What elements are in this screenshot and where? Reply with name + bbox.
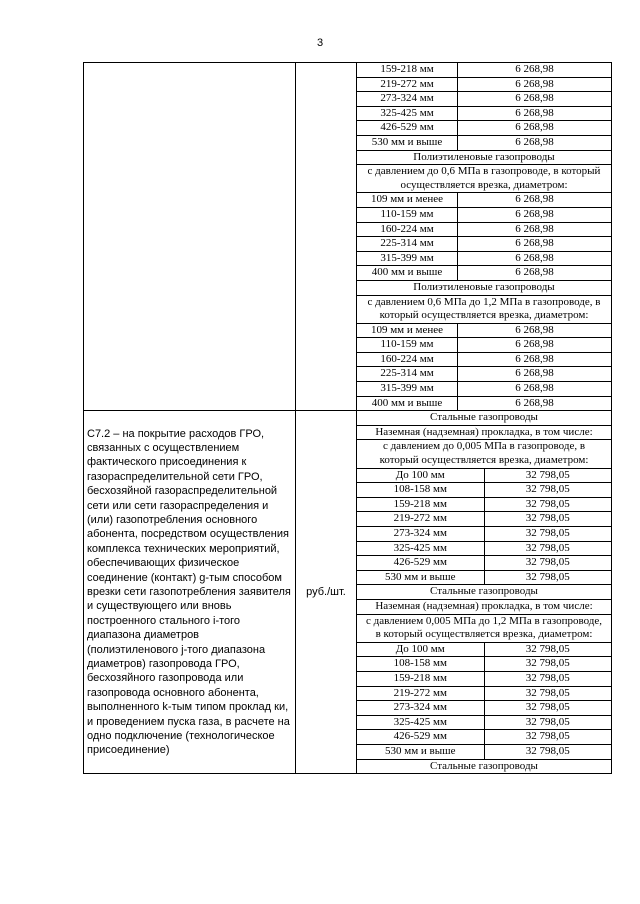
section-header: Наземная (надземная) прокладка, в том числе: — [357, 599, 611, 614]
rate-row — [357, 367, 611, 382]
rate-value: 6 268,98 — [458, 77, 612, 92]
diameter-range: 325-425 мм — [357, 715, 484, 730]
table-row-continued — [84, 63, 612, 411]
section-header-row — [357, 614, 611, 642]
rate-value: 6 268,98 — [458, 251, 612, 266]
rate-row — [357, 63, 611, 77]
rate-value: 6 268,98 — [458, 352, 612, 367]
diameter-range: 225-314 мм — [357, 237, 458, 252]
rate-value: 32 798,05 — [484, 570, 611, 585]
diameter-range: 400 мм и выше — [357, 266, 458, 281]
diameter-range: 109 мм и менее — [357, 323, 458, 338]
rate-value: 32 798,05 — [484, 512, 611, 527]
rate-value: 32 798,05 — [484, 642, 611, 657]
diameter-range: 530 мм и выше — [357, 570, 484, 585]
diameter-range: 530 мм и выше — [357, 744, 484, 759]
rates-cell-lower — [357, 411, 612, 774]
diameter-range: 273-324 мм — [357, 92, 458, 107]
rate-row — [357, 744, 611, 759]
diameter-range: До 100 мм — [357, 642, 484, 657]
rate-row — [357, 671, 611, 686]
rate-value: 32 798,05 — [484, 657, 611, 672]
rate-row — [357, 512, 611, 527]
section-header: Стальные газопроводы — [357, 585, 611, 600]
section-header-row — [357, 295, 611, 323]
rate-row — [357, 382, 611, 397]
page-number: 3 — [316, 37, 324, 49]
c72-description: С7.2 – на покрытие расходов ГРО, связанных с осуществлением фактического присоединения к газораспределительной сети ГРО, бесхозяйной газораспределительной сети или сети газораспределения и (или) газопотребления основного абонента, посредством осуществления комплекса технических мероприятий, обеспечивающих физическое соединение (контакт) g-тым способом врезки сети газопотребления заявителя и существующего или вновь построенного стального i-того диапазона диаметров (полиэтиленового j-того диапазона диаметров) газопровода ГРО, бесхозяйного газопровода или газопровода основного абонента, выполненного k-тым типом проклад ки, и проведением пуска газа, в расчете на одно подключение (технологическое присоединение) — [84, 411, 296, 774]
unit-cell: руб./шт. — [296, 411, 357, 774]
rate-value: 6 268,98 — [458, 367, 612, 382]
section-header-row — [357, 599, 611, 614]
description-cell-empty — [84, 63, 296, 411]
diameter-range: 325-425 мм — [357, 106, 458, 121]
rate-row — [357, 193, 611, 208]
rate-value: 6 268,98 — [458, 382, 612, 397]
rate-value: 6 268,98 — [458, 396, 612, 410]
section-header-row — [357, 440, 611, 468]
table-row-c72 — [84, 411, 612, 774]
diameter-range: 426-529 мм — [357, 556, 484, 571]
rate-value: 32 798,05 — [484, 744, 611, 759]
rate-value: 32 798,05 — [484, 730, 611, 745]
section-header-row — [357, 585, 611, 600]
rate-row — [357, 483, 611, 498]
section-header: с давлением до 0,005 МПа в газопроводе, в который осуществляется врезка, диаметром: — [357, 440, 611, 468]
diameter-range: До 100 мм — [357, 468, 484, 483]
rates-cell-upper — [357, 63, 612, 411]
diameter-range: 108-158 мм — [357, 483, 484, 498]
rate-row — [357, 541, 611, 556]
section-header-row — [357, 425, 611, 440]
diameter-range: 315-399 мм — [357, 251, 458, 266]
rate-value: 32 798,05 — [484, 715, 611, 730]
diameter-range: 108-158 мм — [357, 657, 484, 672]
rate-value: 6 268,98 — [458, 193, 612, 208]
diameter-range: 110-159 мм — [357, 207, 458, 222]
diameter-range: 426-529 мм — [357, 730, 484, 745]
rate-row — [357, 730, 611, 745]
section-header: Полиэтиленовые газопроводы — [357, 280, 611, 295]
rate-value: 32 798,05 — [484, 483, 611, 498]
rate-row — [357, 121, 611, 136]
diameter-range: 159-218 мм — [357, 63, 458, 77]
rate-value: 6 268,98 — [458, 121, 612, 136]
diameter-range: 159-218 мм — [357, 671, 484, 686]
section-header: с давлением 0,6 МПа до 1,2 МПа в газопроводе, в который осуществляется врезка, диаметром: — [357, 295, 611, 323]
diameter-range: 219-272 мм — [357, 512, 484, 527]
rate-row — [357, 686, 611, 701]
rate-row — [357, 396, 611, 410]
rate-value: 32 798,05 — [484, 686, 611, 701]
rate-row — [357, 527, 611, 542]
rate-row — [357, 237, 611, 252]
section-header: Стальные газопроводы — [357, 411, 611, 425]
rate-row — [357, 497, 611, 512]
rate-row — [357, 92, 611, 107]
rate-value: 6 268,98 — [458, 135, 612, 150]
unit-cell-empty — [296, 63, 357, 411]
section-header: с давлением 0,005 МПа до 1,2 МПа в газопроводе, в который осуществляется врезка, диаметром: — [357, 614, 611, 642]
rate-value: 32 798,05 — [484, 541, 611, 556]
diameter-range: 530 мм и выше — [357, 135, 458, 150]
section-header-row — [357, 411, 611, 425]
rate-row — [357, 642, 611, 657]
section-header-row — [357, 280, 611, 295]
section-header-row — [357, 150, 611, 165]
rate-row — [357, 468, 611, 483]
rate-row — [357, 570, 611, 585]
rate-row — [357, 222, 611, 237]
rate-value: 6 268,98 — [458, 92, 612, 107]
rate-row — [357, 251, 611, 266]
rate-row — [357, 135, 611, 150]
rate-value: 32 798,05 — [484, 497, 611, 512]
section-header: Наземная (надземная) прокладка, в том числе: — [357, 425, 611, 440]
diameter-range: 160-224 мм — [357, 222, 458, 237]
tariff-table — [83, 62, 612, 774]
diameter-range: 160-224 мм — [357, 352, 458, 367]
rates-subtable-lower — [357, 411, 611, 773]
rate-row — [357, 207, 611, 222]
rate-value: 32 798,05 — [484, 671, 611, 686]
diameter-range: 109 мм и менее — [357, 193, 458, 208]
section-header: Полиэтиленовые газопроводы — [357, 150, 611, 165]
diameter-range: 426-529 мм — [357, 121, 458, 136]
rate-value: 6 268,98 — [458, 338, 612, 353]
diameter-range: 219-272 мм — [357, 686, 484, 701]
rate-row — [357, 338, 611, 353]
rate-row — [357, 106, 611, 121]
rate-row — [357, 352, 611, 367]
section-header: Стальные газопроводы — [357, 759, 611, 773]
diameter-range: 315-399 мм — [357, 382, 458, 397]
diameter-range: 225-314 мм — [357, 367, 458, 382]
rate-value: 6 268,98 — [458, 323, 612, 338]
diameter-range: 219-272 мм — [357, 77, 458, 92]
diameter-range: 110-159 мм — [357, 338, 458, 353]
rate-value: 6 268,98 — [458, 266, 612, 281]
section-header-row — [357, 759, 611, 773]
rate-value: 32 798,05 — [484, 468, 611, 483]
diameter-range: 400 мм и выше — [357, 396, 458, 410]
rate-row — [357, 323, 611, 338]
rates-subtable-upper — [357, 63, 611, 410]
rate-value: 6 268,98 — [458, 237, 612, 252]
section-header: с давлением до 0,6 МПа в газопроводе, в который осуществляется врезка, диаметром: — [357, 165, 611, 193]
diameter-range: 273-324 мм — [357, 527, 484, 542]
rate-row — [357, 715, 611, 730]
rate-row — [357, 701, 611, 716]
diameter-range: 159-218 мм — [357, 497, 484, 512]
section-header-row — [357, 165, 611, 193]
rate-value: 6 268,98 — [458, 207, 612, 222]
rate-value: 6 268,98 — [458, 63, 612, 77]
rate-row — [357, 266, 611, 281]
rate-row — [357, 657, 611, 672]
rate-value: 6 268,98 — [458, 106, 612, 121]
rate-value: 32 798,05 — [484, 556, 611, 571]
diameter-range: 273-324 мм — [357, 701, 484, 716]
diameter-range: 325-425 мм — [357, 541, 484, 556]
rate-value: 32 798,05 — [484, 701, 611, 716]
rate-row — [357, 556, 611, 571]
rate-value: 32 798,05 — [484, 527, 611, 542]
rate-value: 6 268,98 — [458, 222, 612, 237]
rate-row — [357, 77, 611, 92]
